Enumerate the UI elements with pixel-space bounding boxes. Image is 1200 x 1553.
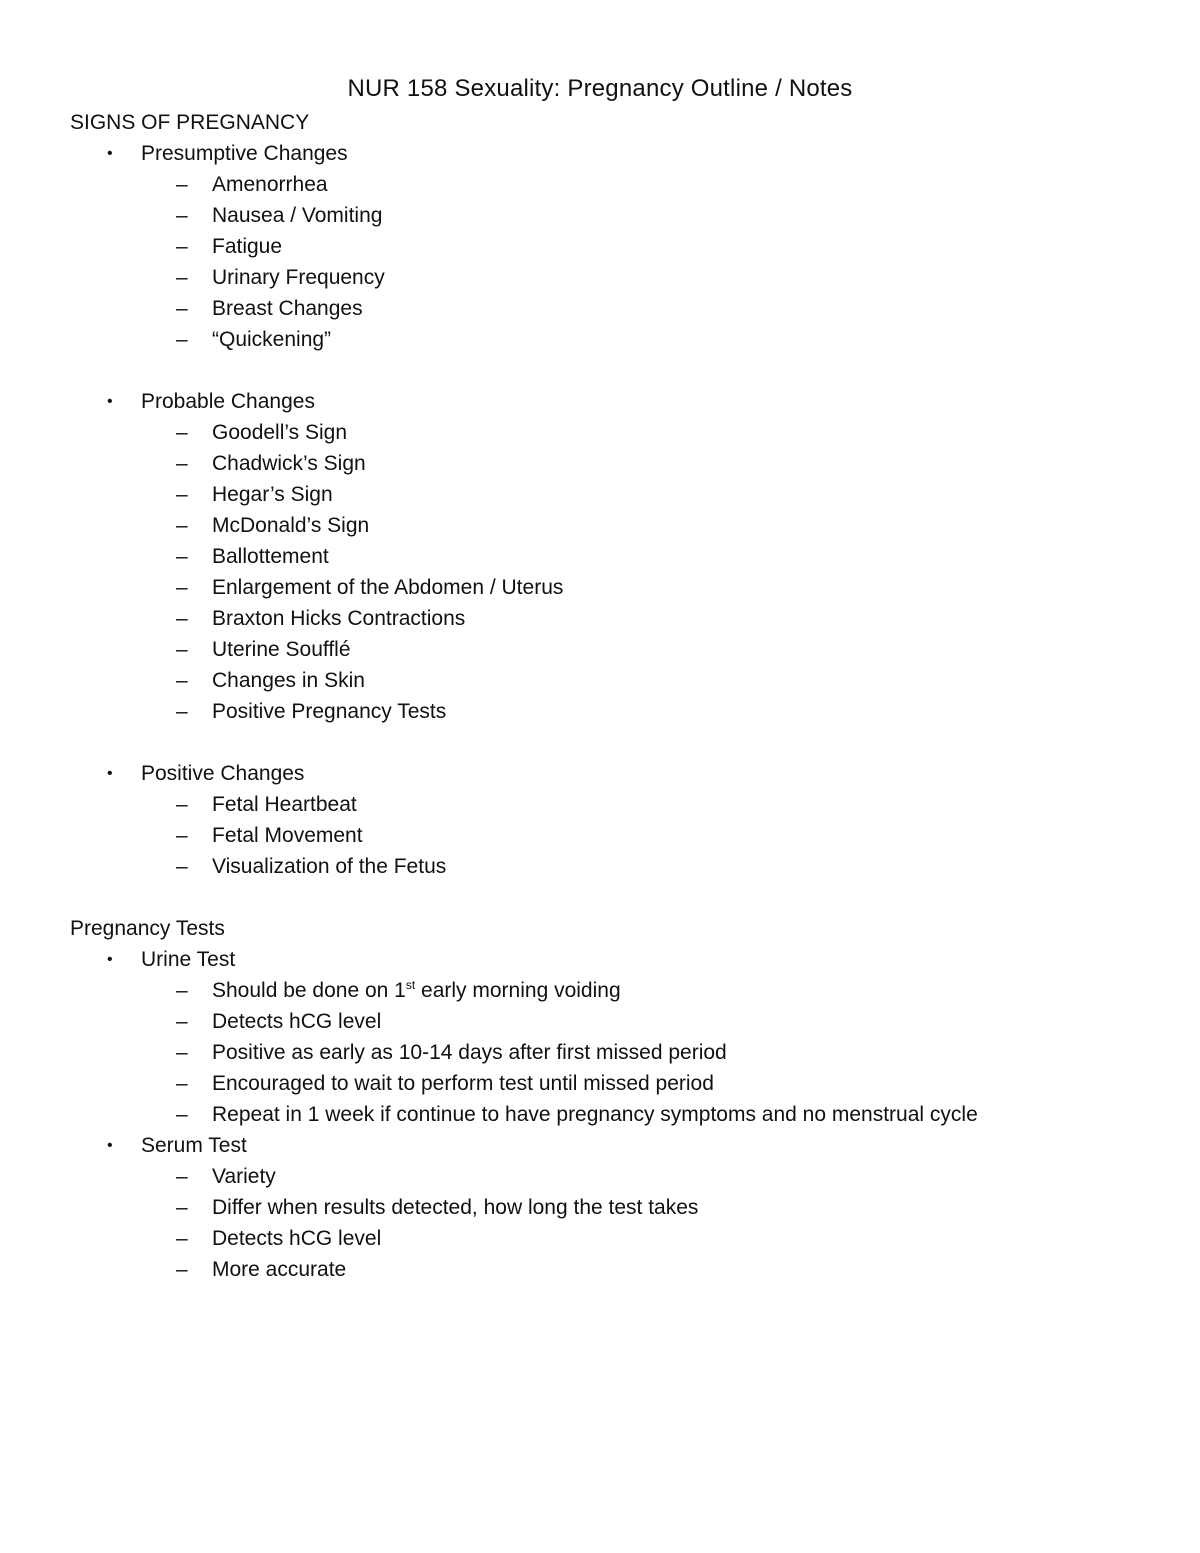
list-item-text: McDonald’s Sign: [212, 514, 370, 537]
dash-symbol: –: [176, 514, 188, 537]
list-item-text: Encouraged to wait to perform test until missed period: [212, 1072, 714, 1095]
signs-heading: SIGNS OF PREGNANCY: [70, 111, 310, 134]
list-item: [70, 665, 1170, 696]
dash-symbol: –: [176, 1196, 188, 1219]
list-item-text: Enlargement of the Abdomen / Uterus: [212, 576, 564, 599]
list-item: [70, 1223, 1170, 1254]
probable-label: Probable Changes: [141, 390, 315, 413]
list-item-text: Differ when results detected, how long the test takes: [212, 1196, 699, 1219]
dash-symbol: –: [176, 1010, 188, 1033]
urine-first-pre: Should be done on 1: [212, 979, 406, 1002]
dash-symbol: –: [176, 297, 188, 320]
presumptive-label: Presumptive Changes: [141, 142, 348, 165]
list-item-text: Ballottement: [212, 545, 329, 568]
urine-list: [70, 1006, 1170, 1130]
list-item: [70, 1192, 1170, 1223]
list-item: [70, 696, 1170, 727]
list-item: [70, 417, 1170, 448]
list-item: [70, 448, 1170, 479]
list-item: [70, 541, 1170, 572]
list-item-text: Chadwick’s Sign: [212, 452, 366, 475]
dash-symbol: –: [176, 607, 188, 630]
urine-label: Urine Test: [141, 948, 236, 971]
list-item: [70, 479, 1170, 510]
probable-bullet: [70, 386, 1170, 417]
bullet-symbol: •: [107, 393, 113, 410]
tests-heading: Pregnancy Tests: [70, 917, 225, 940]
list-item-text: Variety: [212, 1165, 276, 1188]
presumptive-list: [70, 169, 1170, 355]
spacer: [70, 882, 1170, 913]
dash-symbol: –: [176, 545, 188, 568]
serum-bullet: [70, 1130, 1170, 1161]
list-item-text: Positive Pregnancy Tests: [212, 700, 447, 723]
serum-list: [70, 1161, 1170, 1285]
page-title: NUR 158 Sexuality: Pregnancy Outline / Notes: [347, 75, 853, 102]
dash-symbol: –: [176, 1227, 188, 1250]
list-item: [70, 293, 1170, 324]
urine-first-sup: st: [405, 978, 416, 992]
list-item: [70, 634, 1170, 665]
list-item-text: Fetal Heartbeat: [212, 793, 357, 816]
list-item-text: Fetal Movement: [212, 824, 363, 847]
list-item: [70, 1161, 1170, 1192]
presumptive-bullet: [70, 138, 1170, 169]
dash-symbol: –: [176, 1165, 188, 1188]
list-item: [70, 603, 1170, 634]
serum-label: Serum Test: [141, 1134, 247, 1157]
list-item: [70, 510, 1170, 541]
list-item-text: Urinary Frequency: [212, 266, 385, 289]
dash-symbol: –: [176, 173, 188, 196]
list-item: [70, 1068, 1170, 1099]
list-item: [70, 1254, 1170, 1285]
list-item: [70, 851, 1170, 882]
list-item: [70, 789, 1170, 820]
list-item-text: Visualization of the Fetus: [212, 855, 447, 878]
bullet-symbol: •: [107, 951, 113, 968]
list-item-text: Hegar’s Sign: [212, 483, 333, 506]
list-item: [70, 1006, 1170, 1037]
list-item-text: Breast Changes: [212, 297, 363, 320]
list-item-text: Amenorrhea: [212, 173, 328, 196]
dash-symbol: –: [176, 328, 188, 351]
list-item: [70, 1037, 1170, 1068]
dash-symbol: –: [176, 979, 188, 1002]
urine-first-post: early morning voiding: [415, 979, 621, 1002]
dash-symbol: –: [176, 855, 188, 878]
list-item-text: Goodell’s Sign: [212, 421, 348, 444]
list-item-text: Nausea / Vomiting: [212, 204, 383, 227]
bullet-symbol: •: [107, 765, 113, 782]
list-item-text: Detects hCG level: [212, 1227, 382, 1250]
dash-symbol: –: [176, 266, 188, 289]
urine-first-item: [70, 975, 1170, 1006]
dash-symbol: –: [176, 452, 188, 475]
dash-symbol: –: [176, 638, 188, 661]
list-item-text: Fatigue: [212, 235, 283, 258]
list-item: [70, 231, 1170, 262]
bullet-symbol: •: [107, 1137, 113, 1154]
spacer: [70, 355, 1170, 386]
dash-symbol: –: [176, 576, 188, 599]
bullet-symbol: •: [107, 145, 113, 162]
dash-symbol: –: [176, 700, 188, 723]
list-item-text: Positive as early as 10-14 days after first missed period: [212, 1041, 727, 1064]
positive-label: Positive Changes: [141, 762, 305, 785]
dash-symbol: –: [176, 1072, 188, 1095]
probable-list: [70, 417, 1170, 727]
dash-symbol: –: [176, 421, 188, 444]
dash-symbol: –: [176, 824, 188, 847]
list-item: [70, 820, 1170, 851]
list-item: [70, 169, 1170, 200]
list-item: [70, 262, 1170, 293]
list-item-text: Uterine Soufflé: [212, 638, 351, 661]
positive-bullet: [70, 758, 1170, 789]
list-item-text: Repeat in 1 week if continue to have pregnancy symptoms and no menstrual cycle: [212, 1103, 978, 1126]
positive-list: [70, 789, 1170, 882]
list-item: [70, 572, 1170, 603]
dash-symbol: –: [176, 1258, 188, 1281]
list-item-text: Changes in Skin: [212, 669, 365, 692]
spacer: [70, 727, 1170, 758]
list-item-text: More accurate: [212, 1258, 347, 1281]
list-item: [70, 324, 1170, 355]
list-item: [70, 1099, 1170, 1130]
dash-symbol: –: [176, 204, 188, 227]
dash-symbol: –: [176, 793, 188, 816]
dash-symbol: –: [176, 235, 188, 258]
dash-symbol: –: [176, 1041, 188, 1064]
dash-symbol: –: [176, 669, 188, 692]
list-item-text: Detects hCG level: [212, 1010, 382, 1033]
urine-bullet: [70, 944, 1170, 975]
list-item: [70, 200, 1170, 231]
dash-symbol: –: [176, 483, 188, 506]
list-item-text: Braxton Hicks Contractions: [212, 607, 466, 630]
list-item-text: “Quickening”: [212, 328, 332, 351]
document-body: [70, 107, 1170, 1285]
dash-symbol: –: [176, 1103, 188, 1126]
